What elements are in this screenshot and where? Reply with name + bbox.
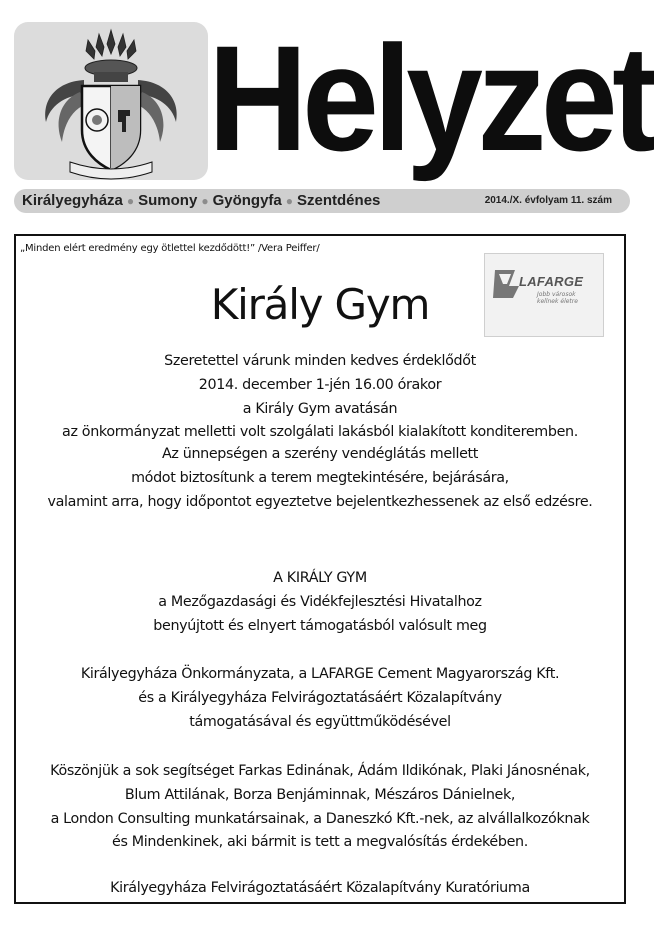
text-line: Királyegyháza Felvirágoztatásáért Közalapítvány Kuratóriuma [110,880,530,896]
village-bar [14,189,630,213]
text-line: és Mindenkinek, aki bármit is tett a megvalósítás érdekében. [112,834,528,851]
village-name: Királyegyháza [22,192,123,209]
separator-dot-icon: ● [126,194,135,208]
crest-panel [14,22,208,180]
signature-line [16,877,624,901]
text-line: A KIRÁLY GYM [273,570,367,586]
thanks-paragraph [16,760,624,855]
logo-tagline-line: kellnek életre [537,298,578,305]
event-title: Király Gym [210,280,430,329]
opening-quote: „Minden elért eredmény egy ötlettel kezdődött!” /Vera Peiffer/ [20,243,320,254]
text-line: benyújtott és elnyert támogatásból valósult meg [153,617,487,634]
text-line: a Király Gym avatásán [242,400,398,417]
separator-dot-icon: ● [285,194,294,208]
text-line: 2014. december 1-jén 16.00 órakor [198,376,442,393]
logo-name: LAFARGE [519,274,584,289]
village-name: Sumony [138,192,198,209]
separator-dot-icon: ● [201,194,209,208]
funding-paragraph [16,567,624,638]
ceremony-paragraph [16,443,624,514]
text-line: Az ünnepségen a szerény vendéglátás mellett [161,446,479,462]
text-line: Királyegyháza Önkormányzata, a LAFARGE Cement Magyarország Kft. [80,666,560,682]
text-line: a Mezőgazdasági és Vidékfejlesztési Hivatalhoz [158,593,482,610]
text-line: Köszönjük a sok segítséget Farkas Edinának, Ádám Ildikónak, Plaki Jánosnénak, [50,763,590,779]
text-line: valamint arra, hogy időpontot egyeztetve bejelentkezhessenek az első edzésre. [47,493,593,510]
text-line: Blum Attilának, Borza Benjáminnak, Mészáros Dánielnek, [124,786,516,803]
village-name: Gyöngyfa [212,192,282,209]
text-line: az önkormányzat melletti volt szolgálati lakásból kialakított konditeremben. [62,424,578,441]
text-line: a London Consulting munkatársainak, a Daneszkó Kft.-nek, az alvállalkozóknak [50,810,590,827]
village-list [22,191,380,211]
village-name: Szentdénes [297,192,381,209]
support-paragraph [16,663,624,734]
invitation-paragraph [16,350,624,445]
issue-number: 2014./X. évfolyam 11. szám [484,195,612,206]
text-line: és a Királyegyháza Felvirágoztatásáért Közalapítvány [138,689,502,706]
announcement-frame [14,234,626,904]
logo-tagline-line: Jobb városok [537,291,576,298]
coat-of-arms-icon [14,22,208,180]
text-line: Szeretettel várunk minden kedves érdeklődőt [164,353,476,369]
text-line: támogatásával és együttműködésével [189,713,451,730]
text-line: módot biztosítunk a terem megtekintésére, bejárására, [131,469,509,486]
masthead-title: Helyzet [208,14,653,182]
